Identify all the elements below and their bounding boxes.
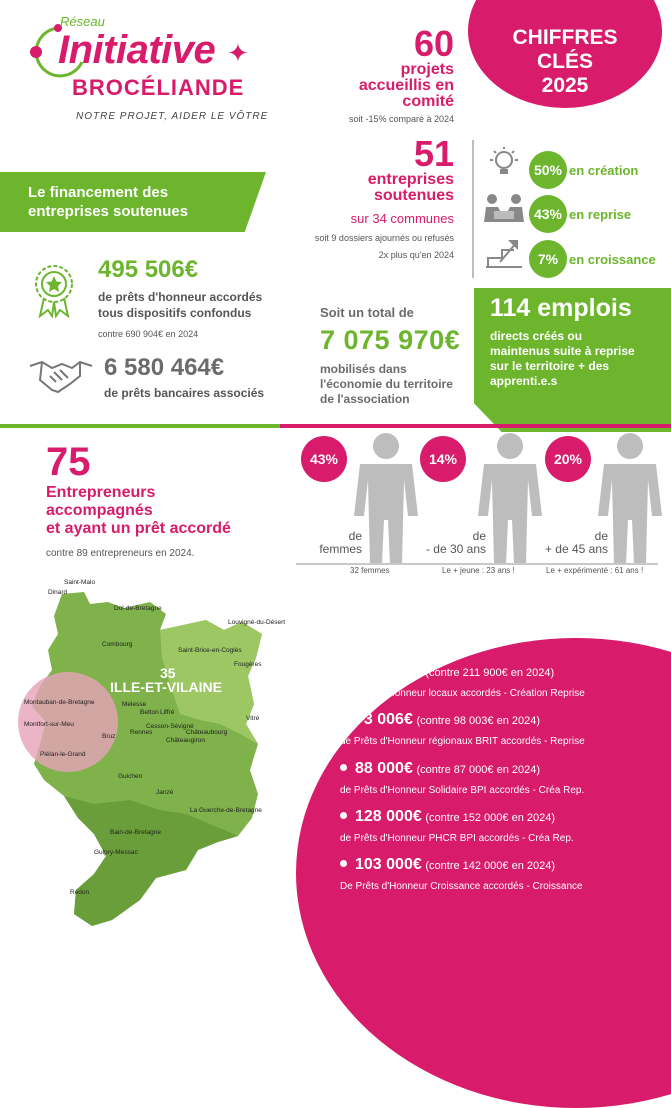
- bullet-icon: [340, 860, 347, 867]
- map-town: Combourg: [102, 641, 133, 648]
- map-ille-et-vilaine: [10, 574, 290, 939]
- map-town: Saint-Brice-en-Coglès: [178, 647, 242, 654]
- map-town: Louvigné-du-Désert: [228, 619, 286, 626]
- map-town: Montauban-de-Bretagne: [24, 699, 95, 706]
- people-note-jeunes: Le + jeune : 23 ans !: [442, 566, 515, 575]
- people-de-femmes: de: [348, 529, 362, 543]
- map-town: Rennes: [130, 729, 153, 736]
- medal-icon: [30, 262, 78, 318]
- handover-icon: [482, 192, 526, 228]
- people-pct-femmes: 43%: [301, 436, 347, 482]
- map-town: Guipry-Messac: [94, 849, 138, 856]
- prets-honneur-value: 495 506€: [98, 256, 199, 283]
- map-town: Bruz: [102, 733, 116, 740]
- map-town: Cesson-Sévigné: [146, 723, 194, 730]
- entreprises-note: soit 9 dossiers ajournés ou refusés: [314, 233, 454, 243]
- map-town: Saint-Malo: [64, 579, 96, 586]
- label-creation: en création: [569, 163, 639, 178]
- logo-broceliande: BROCÉLIANDE: [72, 75, 245, 100]
- people-desc-jeunes: - de 30 ans: [425, 542, 486, 556]
- bullet-icon: [340, 764, 347, 771]
- tagline: NOTRE PROJET, AIDER LE VÔTRE: [76, 111, 269, 122]
- people-baseline: [296, 563, 658, 565]
- label-croissance: en croissance: [569, 252, 656, 267]
- section-divider: [0, 424, 671, 428]
- map-town: Fougères: [234, 661, 262, 668]
- map-town: Liffré: [160, 709, 175, 716]
- montant-item: 128 000€ (contre 152 000€ en 2024) de Prêts d'Honneur PHCR BPI accordés - Créa Rep.: [340, 808, 574, 844]
- people-pct-jeunes: 14%: [420, 436, 466, 482]
- bullet-icon: [340, 667, 347, 674]
- montant-item: 103 000€ (contre 142 000€ en 2024) De Prêts d'Honneur Croissance accordés - Croissance: [340, 856, 583, 892]
- montant-item: 103 500€ (contre 211 900€ en 2024) de Prêts d'Honneur locaux accordés - Création Reprise: [340, 663, 585, 699]
- map-town: Châteaubourg: [186, 729, 228, 736]
- prets-bancaires-label: de prêts bancaires associés: [104, 386, 265, 400]
- prets-honneur-label: de prêts d'honneur accordés tous dispositifs confondus: [98, 290, 263, 320]
- emplois-title: 114 emplois: [490, 294, 632, 322]
- pct-reprise: 43%: [529, 195, 567, 233]
- lightbulb-icon: [484, 146, 524, 180]
- map-town: La Guerche-de-Bretagne: [190, 807, 262, 814]
- pct-croissance: 7%: [529, 240, 567, 278]
- logo-reseau: Réseau: [60, 14, 105, 29]
- map-town: Redon: [70, 889, 90, 896]
- people-de-seniors: de: [594, 529, 608, 543]
- montant-item: 88 000€ (contre 87 000€ en 2024) de Prêts d'Honneur Solidaire BPI accordés - Créa Rep.: [340, 760, 585, 796]
- entreprises-number: 51: [413, 133, 454, 174]
- map-town: Vitré: [246, 715, 260, 722]
- map-town: Plélan-le-Grand: [40, 751, 86, 758]
- entreprises-note-2: 2x plus qu'en 2024: [378, 250, 454, 260]
- emplois-text: directs créés ou maintenus suite à reprise sur le territoire + des apprenti.e.s: [490, 329, 635, 388]
- map-town: Janzé: [156, 789, 174, 796]
- prets-bancaires-value: 6 580 464€: [104, 354, 225, 381]
- entrepreneurs-label: Entrepreneurs accompagnés et ayant un prêt accordé: [46, 484, 231, 537]
- entreprises-sub: sur 34 communes: [350, 211, 454, 226]
- prets-honneur-note: contre 690 904€ en 2024: [98, 329, 199, 339]
- projets-label: projets accueillis en comité: [358, 61, 454, 110]
- bullet-icon: [340, 812, 347, 819]
- entrepreneurs-number: 75: [46, 440, 91, 484]
- logo-initiative: Initiative: [58, 28, 216, 72]
- bullet-icon: [340, 715, 347, 722]
- map-town: Melesse: [122, 701, 147, 708]
- vertical-divider: [472, 140, 474, 278]
- pct-creation: 50%: [529, 151, 567, 189]
- map-town: Dinard: [48, 589, 68, 596]
- total-intro: Soit un total de: [320, 305, 414, 320]
- label-reprise: en reprise: [569, 207, 632, 222]
- growth-chart-icon: [484, 236, 524, 270]
- people-note-seniors: Le + expérimenté : 61 ans !: [546, 566, 644, 575]
- total-label: mobilisés dans l'économie du territoire de l'association: [320, 362, 453, 406]
- map-town: Montfort-sur-Meu: [24, 721, 74, 728]
- entreprises-label: entreprises soutenues: [367, 171, 454, 204]
- map-town: Bain-de-Bretagne: [110, 829, 161, 836]
- entrepreneurs-note: contre 89 entrepreneurs en 2024.: [46, 548, 195, 559]
- handshake-icon: [28, 356, 94, 396]
- people-note-femmes: 32 femmes: [350, 566, 390, 575]
- map-dept-number: 35: [160, 665, 176, 681]
- people-pct-seniors: 20%: [545, 436, 591, 482]
- people-de-jeunes: de: [472, 529, 486, 543]
- total-value: 7 075 970€: [320, 325, 461, 355]
- map-town: Betton: [140, 709, 159, 716]
- map-town: Guichen: [118, 773, 143, 780]
- map-town: Châteaugiron: [166, 737, 206, 744]
- map-dept-name: ILLE-ET-VILAINE: [110, 679, 222, 695]
- chiffres-cles-title: CHIFFRES CLÉS 2025: [512, 26, 618, 97]
- projets-note: soit -15% comparé à 2024: [348, 114, 454, 124]
- people-desc-femmes: femmes: [319, 542, 362, 556]
- montant-item: 73 006€ (contre 98 003€ en 2024) de Prêts d'Honneur régionaux BRIT accordés - Reprise: [340, 711, 585, 747]
- map-town: Dol-de-Bretagne: [114, 605, 162, 612]
- financement-title: Le financement des entreprises soutenues: [28, 184, 189, 220]
- projets-number: 60: [413, 23, 454, 64]
- ermine-icon: ✦: [227, 38, 249, 68]
- people-desc-seniors: + de 45 ans: [544, 542, 608, 556]
